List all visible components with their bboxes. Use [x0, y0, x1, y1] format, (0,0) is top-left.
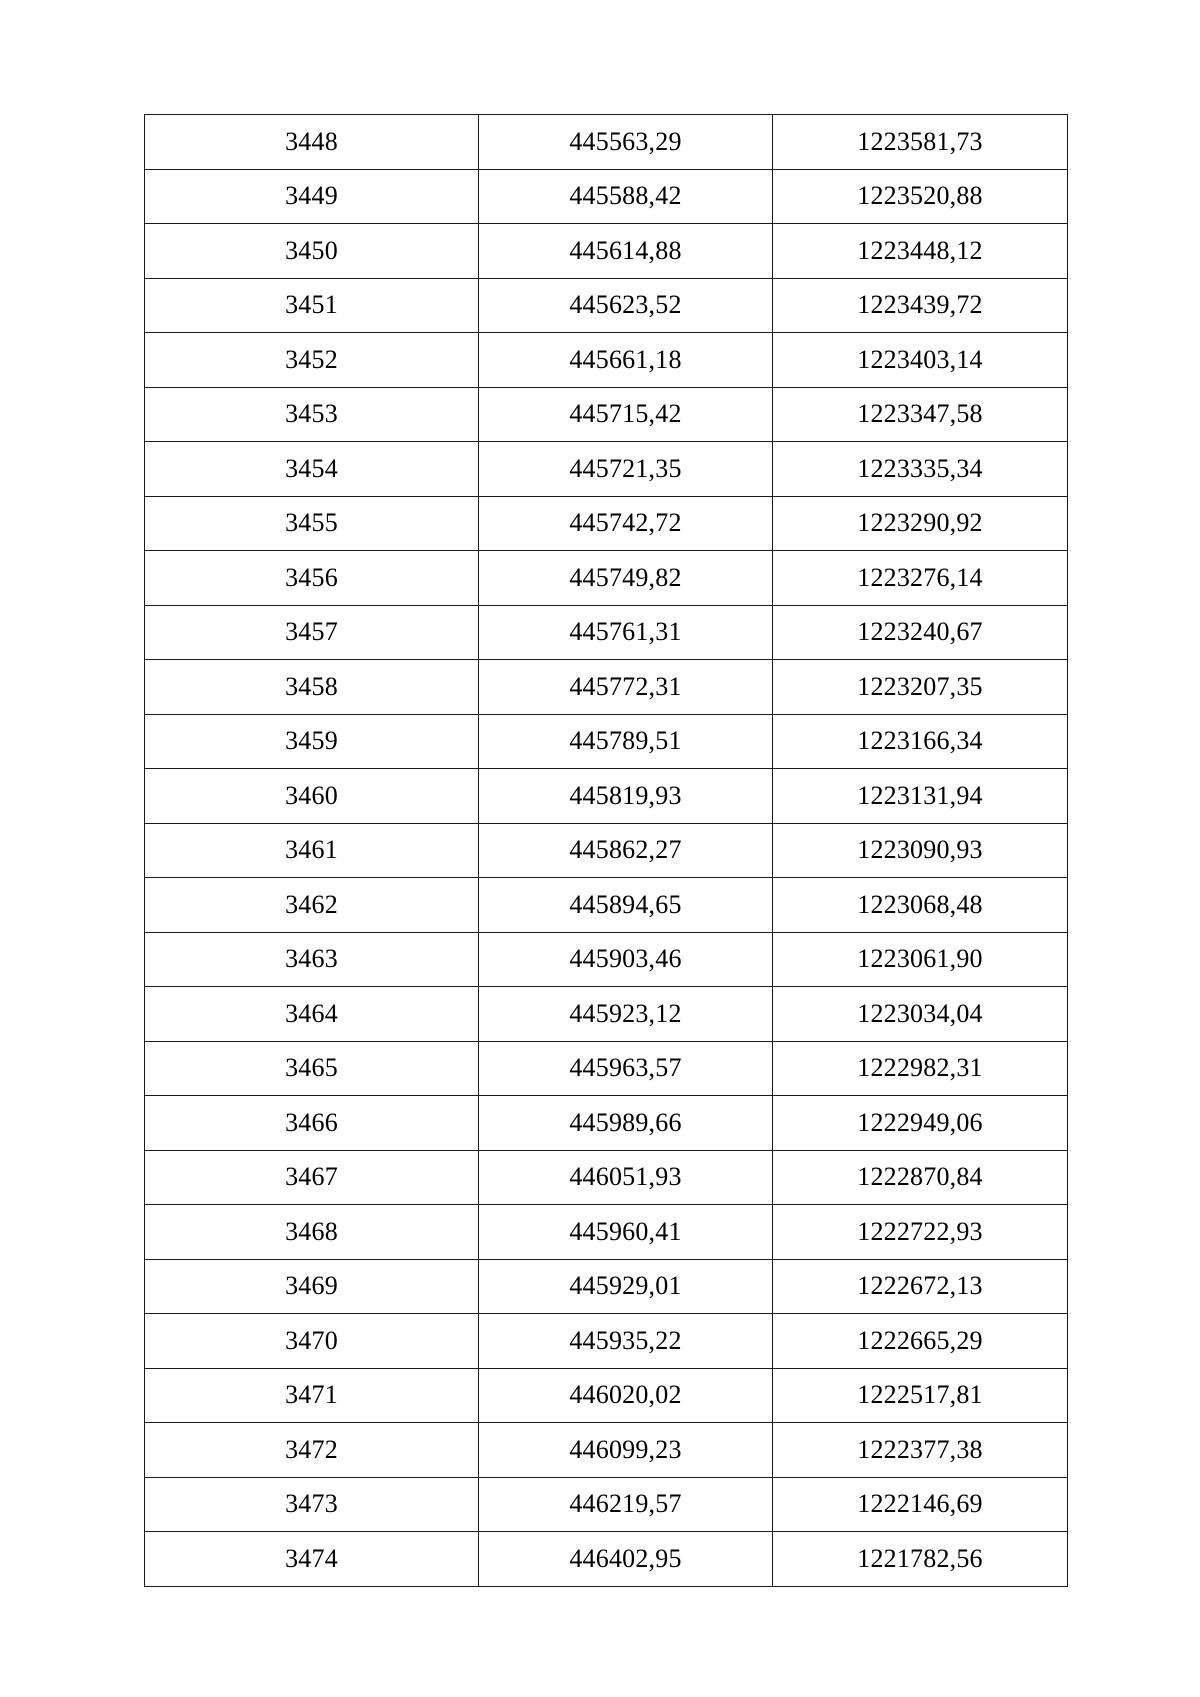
x-coordinate-cell: 446099,23: [479, 1423, 773, 1478]
point-number-cell: 3463: [145, 932, 479, 987]
x-coordinate-cell: 445960,41: [479, 1205, 773, 1260]
y-coordinate-cell: 1222722,93: [773, 1205, 1068, 1260]
y-coordinate-cell: 1223439,72: [773, 278, 1068, 333]
table-row: [145, 1314, 1068, 1369]
table-row: [145, 605, 1068, 660]
table-row: [145, 1205, 1068, 1260]
y-coordinate-cell: 1222517,81: [773, 1368, 1068, 1423]
x-coordinate-cell: 445715,42: [479, 387, 773, 442]
point-number-cell: 3471: [145, 1368, 479, 1423]
point-number-cell: 3448: [145, 115, 479, 170]
table-row: [145, 1150, 1068, 1205]
y-coordinate-cell: 1222665,29: [773, 1314, 1068, 1369]
x-coordinate-cell: 445903,46: [479, 932, 773, 987]
y-coordinate-cell: 1221782,56: [773, 1532, 1068, 1587]
y-coordinate-cell: 1222949,06: [773, 1096, 1068, 1151]
table-row: [145, 878, 1068, 933]
y-coordinate-cell: 1223335,34: [773, 442, 1068, 497]
y-coordinate-cell: 1222672,13: [773, 1259, 1068, 1314]
y-coordinate-cell: 1223240,67: [773, 605, 1068, 660]
table-row: [145, 1096, 1068, 1151]
point-number-cell: 3453: [145, 387, 479, 442]
x-coordinate-cell: 445929,01: [479, 1259, 773, 1314]
point-number-cell: 3472: [145, 1423, 479, 1478]
x-coordinate-cell: 445894,65: [479, 878, 773, 933]
point-number-cell: 3468: [145, 1205, 479, 1260]
point-number-cell: 3456: [145, 551, 479, 606]
x-coordinate-cell: 446402,95: [479, 1532, 773, 1587]
table-row: [145, 769, 1068, 824]
x-coordinate-cell: 445819,93: [479, 769, 773, 824]
x-coordinate-cell: 445772,31: [479, 660, 773, 715]
point-number-cell: 3452: [145, 333, 479, 388]
table-row: [145, 932, 1068, 987]
x-coordinate-cell: 445742,72: [479, 496, 773, 551]
table-row: [145, 1259, 1068, 1314]
x-coordinate-cell: 446219,57: [479, 1477, 773, 1532]
point-number-cell: 3454: [145, 442, 479, 497]
table-row: [145, 496, 1068, 551]
point-number-cell: 3473: [145, 1477, 479, 1532]
point-number-cell: 3455: [145, 496, 479, 551]
y-coordinate-cell: 1223166,34: [773, 714, 1068, 769]
coordinates-table-body: [145, 115, 1068, 1587]
x-coordinate-cell: 445935,22: [479, 1314, 773, 1369]
point-number-cell: 3458: [145, 660, 479, 715]
point-number-cell: 3474: [145, 1532, 479, 1587]
y-coordinate-cell: 1223207,35: [773, 660, 1068, 715]
point-number-cell: 3467: [145, 1150, 479, 1205]
table-row: [145, 987, 1068, 1042]
table-row: [145, 1368, 1068, 1423]
coordinates-table: [144, 114, 1068, 1587]
table-row: [145, 442, 1068, 497]
y-coordinate-cell: 1223520,88: [773, 169, 1068, 224]
y-coordinate-cell: 1223403,14: [773, 333, 1068, 388]
y-coordinate-cell: 1223581,73: [773, 115, 1068, 170]
y-coordinate-cell: 1223276,14: [773, 551, 1068, 606]
point-number-cell: 3469: [145, 1259, 479, 1314]
table-row: [145, 1477, 1068, 1532]
y-coordinate-cell: 1223090,93: [773, 823, 1068, 878]
x-coordinate-cell: 445789,51: [479, 714, 773, 769]
table-row: [145, 115, 1068, 170]
point-number-cell: 3470: [145, 1314, 479, 1369]
table-row: [145, 278, 1068, 333]
table-row: [145, 169, 1068, 224]
y-coordinate-cell: 1223034,04: [773, 987, 1068, 1042]
table-row: [145, 224, 1068, 279]
point-number-cell: 3457: [145, 605, 479, 660]
x-coordinate-cell: 445588,42: [479, 169, 773, 224]
y-coordinate-cell: 1222982,31: [773, 1041, 1068, 1096]
y-coordinate-cell: 1223068,48: [773, 878, 1068, 933]
x-coordinate-cell: 446051,93: [479, 1150, 773, 1205]
point-number-cell: 3451: [145, 278, 479, 333]
x-coordinate-cell: 445761,31: [479, 605, 773, 660]
table-row: [145, 714, 1068, 769]
x-coordinate-cell: 446020,02: [479, 1368, 773, 1423]
x-coordinate-cell: 445923,12: [479, 987, 773, 1042]
y-coordinate-cell: 1223347,58: [773, 387, 1068, 442]
y-coordinate-cell: 1223448,12: [773, 224, 1068, 279]
table-row: [145, 387, 1068, 442]
y-coordinate-cell: 1223131,94: [773, 769, 1068, 824]
x-coordinate-cell: 445614,88: [479, 224, 773, 279]
table-row: [145, 551, 1068, 606]
y-coordinate-cell: 1222870,84: [773, 1150, 1068, 1205]
point-number-cell: 3464: [145, 987, 479, 1042]
point-number-cell: 3459: [145, 714, 479, 769]
point-number-cell: 3461: [145, 823, 479, 878]
point-number-cell: 3460: [145, 769, 479, 824]
x-coordinate-cell: 445623,52: [479, 278, 773, 333]
point-number-cell: 3462: [145, 878, 479, 933]
x-coordinate-cell: 445749,82: [479, 551, 773, 606]
y-coordinate-cell: 1222146,69: [773, 1477, 1068, 1532]
x-coordinate-cell: 445721,35: [479, 442, 773, 497]
point-number-cell: 3449: [145, 169, 479, 224]
x-coordinate-cell: 445862,27: [479, 823, 773, 878]
table-row: [145, 333, 1068, 388]
x-coordinate-cell: 445661,18: [479, 333, 773, 388]
point-number-cell: 3465: [145, 1041, 479, 1096]
x-coordinate-cell: 445963,57: [479, 1041, 773, 1096]
table-row: [145, 1532, 1068, 1587]
y-coordinate-cell: 1223061,90: [773, 932, 1068, 987]
table-row: [145, 823, 1068, 878]
table-row: [145, 1041, 1068, 1096]
point-number-cell: 3450: [145, 224, 479, 279]
point-number-cell: 3466: [145, 1096, 479, 1151]
x-coordinate-cell: 445563,29: [479, 115, 773, 170]
table-row: [145, 660, 1068, 715]
y-coordinate-cell: 1222377,38: [773, 1423, 1068, 1478]
table-row: [145, 1423, 1068, 1478]
y-coordinate-cell: 1223290,92: [773, 496, 1068, 551]
x-coordinate-cell: 445989,66: [479, 1096, 773, 1151]
